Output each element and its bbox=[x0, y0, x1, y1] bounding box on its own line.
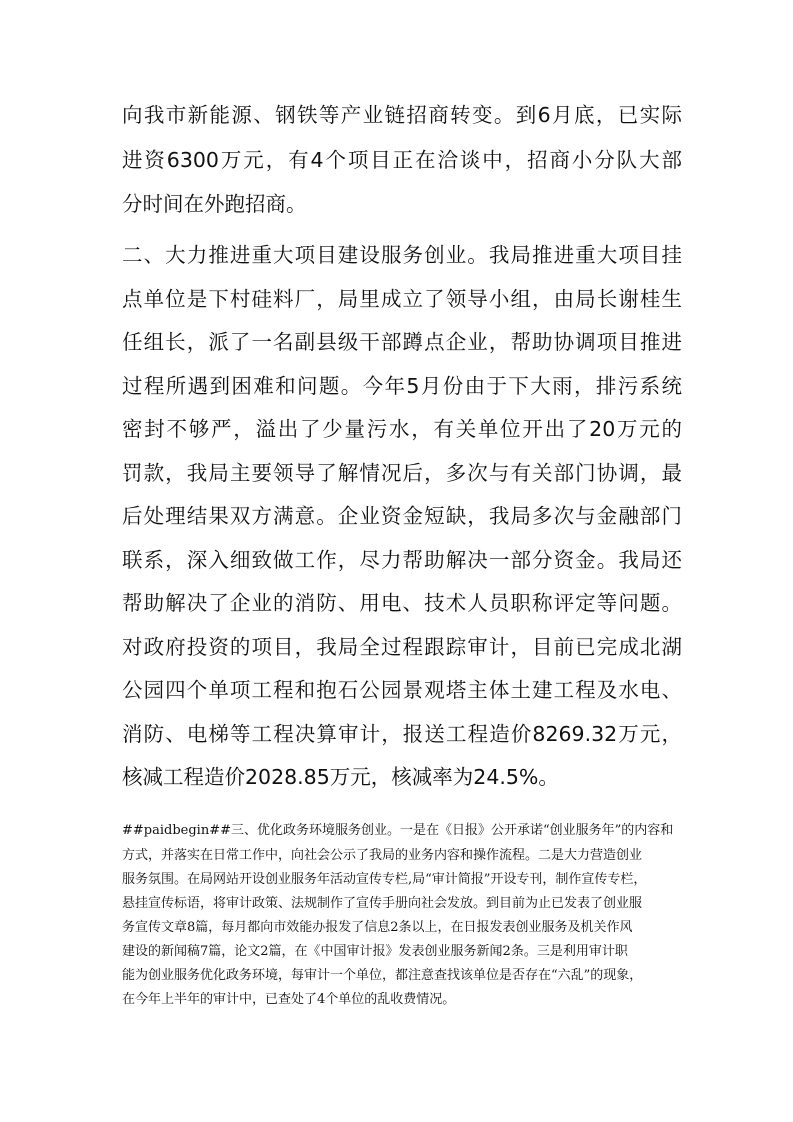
body-text-line: 分时间在外跑招商。 bbox=[122, 192, 307, 216]
small-text-line: 悬挂宣传标语，将审计政策、法规制作了宣传手册向社会发放。到目前为止已发表了创业服 bbox=[122, 896, 643, 911]
body-text-line: 公园四个单项工程和抱石公园景观塔主体土建工程及水电、 bbox=[122, 678, 682, 702]
body-text-line: 过程所遇到困难和问题。今年5月份由于下大雨，排污系统 bbox=[122, 374, 682, 398]
small-text-line: 务宣传文章8篇，每月都向市效能办报发了信息2条以上，在日报发表创业服务及机关作风 bbox=[122, 920, 633, 935]
body-text-line: 消防、电梯等工程决算审计，报送工程造价8269.32万元， bbox=[122, 722, 682, 746]
body-text-line: 点单位是下村硅料厂，局里成立了领导小组，由局长谢桂生 bbox=[122, 287, 682, 311]
body-text-line: 向我市新能源、钢铁等产业链招商转变。到6月底，已实际 bbox=[122, 103, 682, 127]
small-text-line: 能为创业服务优化政务环境，每审计一个单位，都注意查找该单位是否存在“六乱”的现象， bbox=[122, 968, 643, 983]
body-text-line: 任组长，派了一名副县级干部蹲点企业，帮助协调项目推进 bbox=[122, 330, 682, 354]
body-text-line: 进资6300万元，有4个项目正在洽谈中，招商小分队大部 bbox=[122, 148, 682, 172]
body-text-line: 后处理结果双方满意。企业资金短缺，我局多次与金融部门 bbox=[122, 504, 682, 528]
small-text-line: 在今年上半年的审计中，已查处了4个单位的乱收费情况。 bbox=[122, 992, 456, 1007]
body-text-line: 帮助解决了企业的消防、用电、技术人员职称评定等问题。 bbox=[122, 591, 682, 615]
small-text-line: 方式，并落实在日常工作中，向社会公示了我局的业务内容和操作流程。二是大力营造创业 bbox=[122, 848, 643, 863]
body-text-line: 密封不够严，溢出了少量污水，有关单位开出了20万元的 bbox=[122, 417, 682, 441]
small-text-line: 建设的新闻稿7篇，论文2篇，在《中国审计报》发表创业服务新闻2条。三是利用审计职 bbox=[122, 944, 628, 959]
small-text-line: 服务氛围。在局网站开设创业服务年活动宣传专栏,局“审计简报”开设专刊，制作宣传专栏， bbox=[122, 872, 647, 887]
body-text-line: 联系，深入细致做工作，尽力帮助解决一部分资金。我局还 bbox=[122, 548, 682, 572]
body-text-line: 对政府投资的项目，我局全过程跟踪审计，目前已完成北湖 bbox=[122, 635, 682, 659]
small-text-line: ##paidbegin##三、优化政务环境服务创业。一是在《日报》公开承诺“创业服务年”的内容和 bbox=[122, 823, 674, 838]
section-heading-line: 二、大力推进重大项目建设服务创业。我局推进重大项目挂 bbox=[122, 243, 682, 267]
body-text-line: 核减工程造价2028.85万元，核减率为24.5%。 bbox=[122, 765, 559, 789]
body-text-line: 罚款，我局主要领导了解情况后，多次与有关部门协调，最 bbox=[122, 461, 682, 485]
